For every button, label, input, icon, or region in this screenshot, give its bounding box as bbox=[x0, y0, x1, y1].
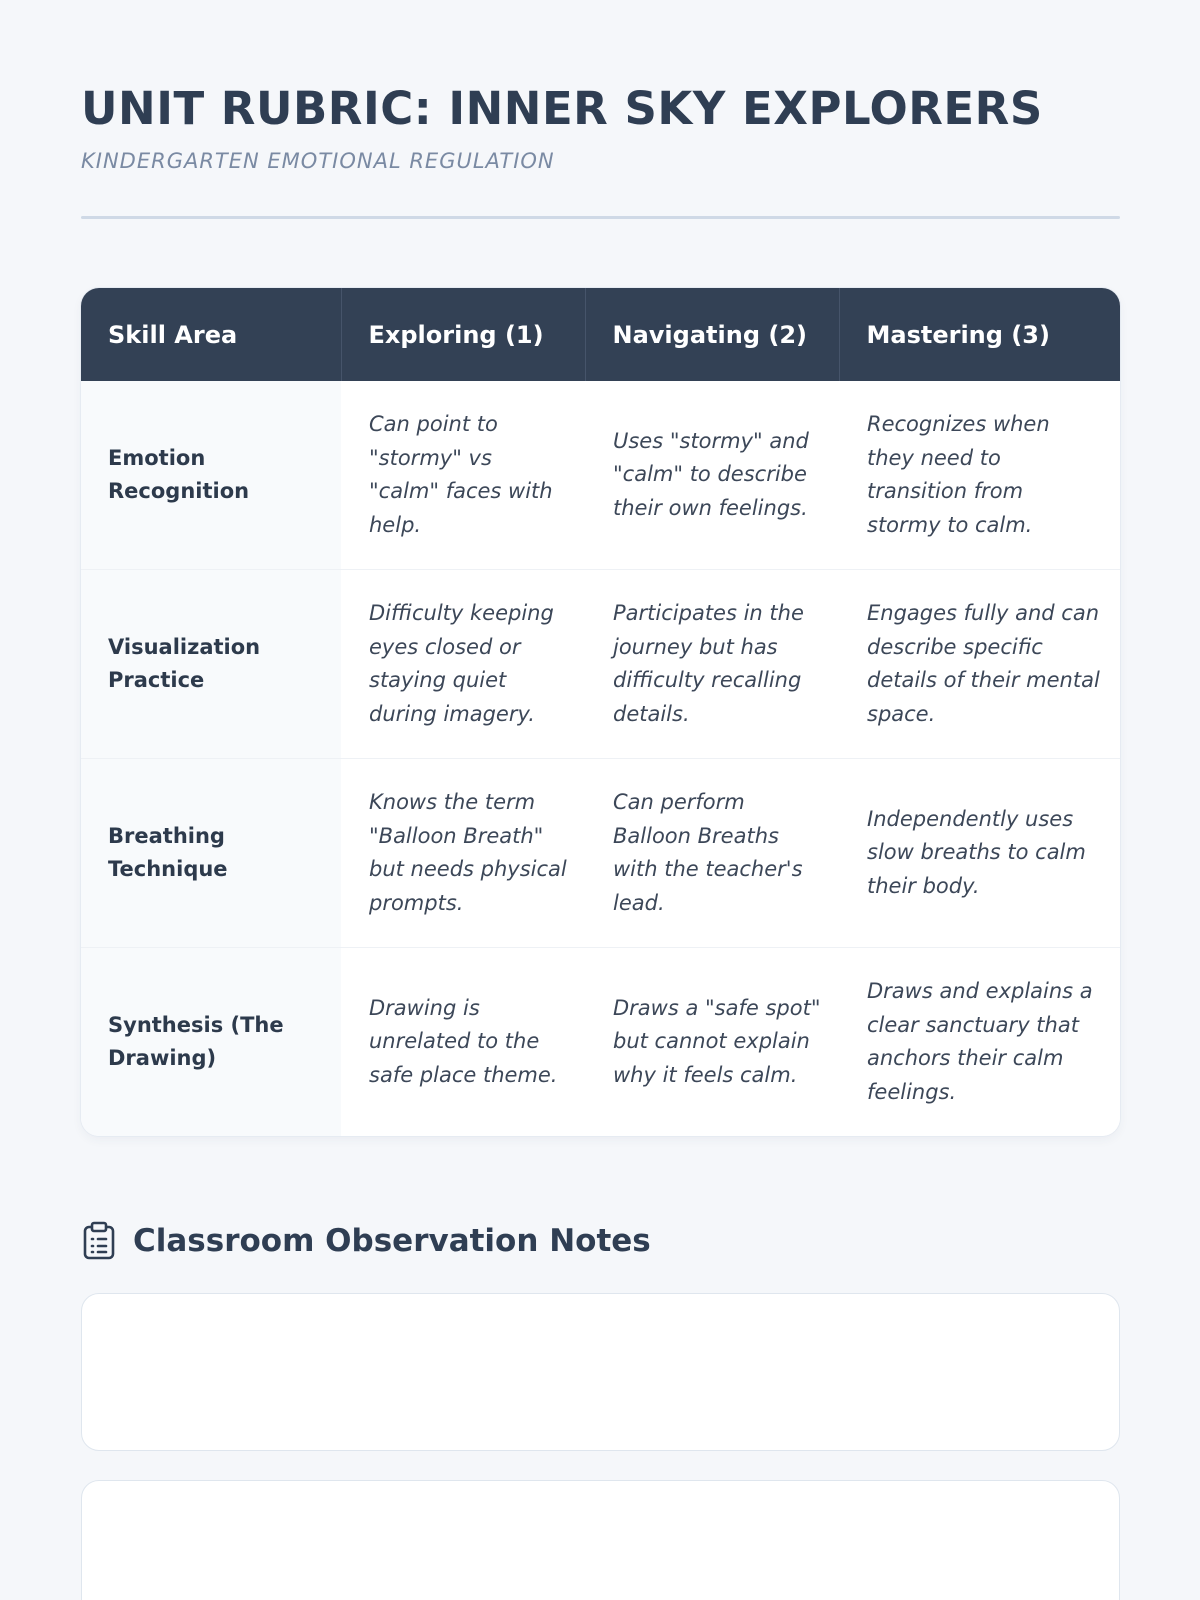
observation-notes-field-1[interactable] bbox=[81, 1293, 1120, 1451]
table-row bbox=[81, 948, 1120, 1137]
table-row bbox=[81, 759, 1120, 948]
table-header-row bbox=[81, 288, 1120, 381]
exploring-cell: Drawing is unrelated to the safe place theme. bbox=[341, 948, 585, 1137]
page-title: UNIT RUBRIC: INNER SKY EXPLORERS bbox=[81, 82, 1043, 135]
column-header-exploring: Exploring (1) bbox=[341, 288, 585, 381]
column-header-navigating: Navigating (2) bbox=[585, 288, 839, 381]
header-divider bbox=[81, 216, 1120, 219]
table-row bbox=[81, 381, 1120, 570]
mastering-cell: Engages fully and can describe specific details of their mental space. bbox=[839, 570, 1120, 759]
skill-area-cell: Synthesis (The Drawing) bbox=[81, 948, 341, 1137]
mastering-cell: Recognizes when they need to transition from stormy to calm. bbox=[839, 381, 1120, 570]
rubric-table-card bbox=[81, 288, 1120, 1136]
skill-area-cell: Visualization Practice bbox=[81, 570, 341, 759]
skill-area-cell: Breathing Technique bbox=[81, 759, 341, 948]
navigating-cell: Uses "stormy" and "calm" to describe their own feelings. bbox=[585, 381, 839, 570]
mastering-cell: Independently uses slow breaths to calm their body. bbox=[839, 759, 1120, 948]
exploring-cell: Can point to "stormy" vs "calm" faces with help. bbox=[341, 381, 585, 570]
rubric-table bbox=[81, 288, 1120, 1136]
navigating-cell: Draws a "safe spot" but cannot explain why it feels calm. bbox=[585, 948, 839, 1137]
column-header-mastering: Mastering (3) bbox=[839, 288, 1120, 381]
exploring-cell: Knows the term "Balloon Breath" but needs physical prompts. bbox=[341, 759, 585, 948]
navigating-cell: Participates in the journey but has difficulty recalling details. bbox=[585, 570, 839, 759]
table-row bbox=[81, 570, 1120, 759]
column-header-skill-area: Skill Area bbox=[81, 288, 341, 381]
navigating-cell: Can perform Balloon Breaths with the teacher's lead. bbox=[585, 759, 839, 948]
clipboard-list-icon bbox=[81, 1221, 117, 1261]
page-subtitle: KINDERGARTEN EMOTIONAL REGULATION bbox=[81, 149, 555, 173]
notes-heading-label: Classroom Observation Notes bbox=[133, 1223, 651, 1259]
mastering-cell: Draws and explains a clear sanctuary that anchors their calm feelings. bbox=[839, 948, 1120, 1137]
observation-notes-field-2[interactable] bbox=[81, 1480, 1120, 1600]
notes-section-heading bbox=[81, 1219, 1120, 1263]
exploring-cell: Difficulty keeping eyes closed or staying quiet during imagery. bbox=[341, 570, 585, 759]
skill-area-cell: Emotion Recognition bbox=[81, 381, 341, 570]
